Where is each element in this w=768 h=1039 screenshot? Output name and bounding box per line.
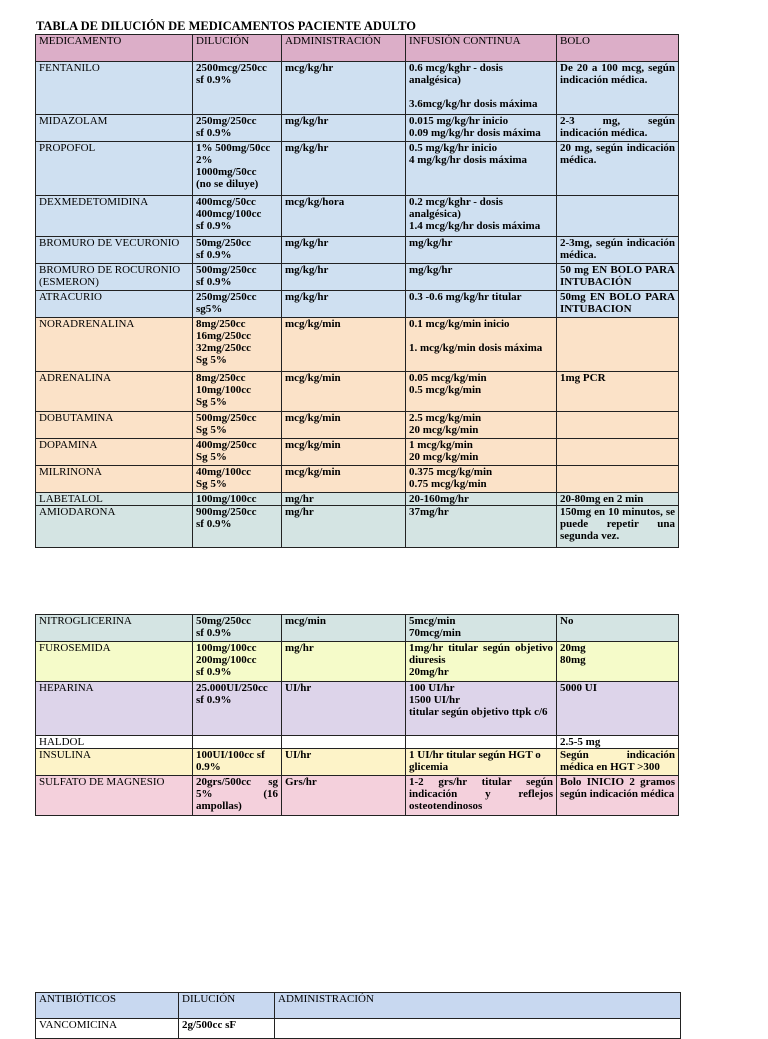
drug-name: BROMURO DE ROCURONIO (ESMERON) <box>36 264 193 291</box>
infusion-cell: 2.5 mcg/kg/min 20 mcg/kg/min <box>406 412 557 439</box>
dilution-cell: 8mg/250cc 10mg/100cc Sg 5% <box>193 372 282 412</box>
infusion-cell: 20-160mg/hr <box>406 493 557 506</box>
infusion-cell: 0.375 mcg/kg/min 0.75 mcg/kg/min <box>406 466 557 493</box>
dilution-cell: 900mg/250cc sf 0.9% <box>193 506 282 548</box>
table-row <box>36 115 679 142</box>
dilution-cell: 100mg/100cc 200mg/100cc sf 0.9% <box>193 642 282 682</box>
drug-name: LABETALOL <box>36 493 193 506</box>
dilution-table-secondary <box>35 614 679 816</box>
antibiotics-header-row <box>36 993 681 1019</box>
table-row <box>36 291 679 318</box>
bolus-cell <box>557 466 679 493</box>
table-row <box>36 318 679 372</box>
infusion-cell: 0.2 mcg/kghr - dosis analgésica) 1.4 mcg/kg/hr dosis máxima <box>406 196 557 237</box>
table-row <box>36 142 679 196</box>
infusion-cell: 1-2 grs/hr titular según indicación y reflejos osteotendinosos <box>406 776 557 816</box>
infusion-cell: 1mg/hr titular según objetivo diuresis 20mg/hr <box>406 642 557 682</box>
administration-cell: mg/kg/hr <box>282 115 406 142</box>
bolus-cell <box>557 439 679 466</box>
infusion-cell: 0.1 mcg/kg/min inicio 1. mcg/kg/min dosis máxima <box>406 318 557 372</box>
administration-cell: mcg/min <box>282 615 406 642</box>
infusion-cell: 0.3 -0.6 mg/kg/hr titular <box>406 291 557 318</box>
drug-name: HEPARINA <box>36 682 193 736</box>
table-row <box>36 439 679 466</box>
infusion-cell: 0.6 mcg/kghr - dosis analgésica) 3.6mcg/kg/hr dosis máxima <box>406 62 557 115</box>
drug-name: PROPOFOL <box>36 142 193 196</box>
bolus-cell <box>557 196 679 237</box>
infusion-cell: 0.05 mcg/kg/min 0.5 mcg/kg/min <box>406 372 557 412</box>
bolus-cell: De 20 a 100 mcg, según indicación médica. <box>557 62 679 115</box>
header-bolo: BOLO <box>557 35 679 62</box>
dilution-cell: 8mg/250cc 16mg/250cc 32mg/250cc Sg 5% <box>193 318 282 372</box>
bolus-cell: 5000 UI <box>557 682 679 736</box>
table-row <box>36 736 679 749</box>
header-infusion-continua: INFUSIÓN CONTINUA <box>406 35 557 62</box>
drug-name: BROMURO DE VECURONIO <box>36 237 193 264</box>
document-title: TABLA DE DILUCIÓN DE MEDICAMENTOS PACIENTE ADULTO <box>36 19 416 33</box>
administration-cell: mg/kg/hr <box>282 264 406 291</box>
header-administracion: ADMINISTRACIÓN <box>275 993 681 1019</box>
bolus-cell: 20mg 80mg <box>557 642 679 682</box>
administration-cell: mg/hr <box>282 506 406 548</box>
dilution-cell: 50mg/250cc sf 0.9% <box>193 615 282 642</box>
administration-cell: mg/kg/hr <box>282 237 406 264</box>
bolus-cell: Bolo INICIO 2 gramos según indicación médica <box>557 776 679 816</box>
administration-cell <box>282 736 406 749</box>
table-row <box>36 264 679 291</box>
administration-cell: mcg/kg/hr <box>282 62 406 115</box>
dilution-cell: 250mg/250cc sg5% <box>193 291 282 318</box>
drug-name: FUROSEMIDA <box>36 642 193 682</box>
infusion-cell <box>406 736 557 749</box>
bolus-cell: 150mg en 10 minutos, se puede repetir una segunda vez. <box>557 506 679 548</box>
drug-name: MILRINONA <box>36 466 193 493</box>
drug-name: INSULINA <box>36 749 193 776</box>
dilution-cell: 250mg/250cc sf 0.9% <box>193 115 282 142</box>
bolus-cell: 20 mg, según indicación médica. <box>557 142 679 196</box>
drug-name: NORADRENALINA <box>36 318 193 372</box>
table-row <box>36 1019 681 1039</box>
bolus-cell: 1mg PCR <box>557 372 679 412</box>
bolus-cell: 50 mg EN BOLO PARA INTUBACIÓN <box>557 264 679 291</box>
bolus-cell: 2-3 mg, según indicación médica. <box>557 115 679 142</box>
dilution-cell: 2g/500cc sF <box>179 1019 275 1039</box>
administration-cell: mcg/kg/min <box>282 318 406 372</box>
drug-name: NITROGLICERINA <box>36 615 193 642</box>
dilution-cell <box>193 736 282 749</box>
dilution-cell: 100mg/100cc <box>193 493 282 506</box>
drug-name: HALDOL <box>36 736 193 749</box>
administration-cell: mcg/kg/hora <box>282 196 406 237</box>
header-antibioticos: ANTIBIÓTICOS <box>36 993 179 1019</box>
administration-cell: mcg/kg/min <box>282 372 406 412</box>
dilution-cell: 400mcg/50cc 400mcg/100cc sf 0.9% <box>193 196 282 237</box>
administration-cell: mg/hr <box>282 493 406 506</box>
infusion-cell: 100 UI/hr 1500 UI/hr titular según objetivo ttpk c/6 <box>406 682 557 736</box>
antibiotics-table <box>35 992 681 1039</box>
table-row <box>36 749 679 776</box>
infusion-cell: 0.5 mg/kg/hr inicio 4 mg/kg/hr dosis máxima <box>406 142 557 196</box>
table-row <box>36 196 679 237</box>
administration-cell: UI/hr <box>282 749 406 776</box>
infusion-cell: 1 UI/hr titular según HGT o glicemia <box>406 749 557 776</box>
infusion-cell: 0.015 mg/kg/hr inicio 0.09 mg/kg/hr dosis máxima <box>406 115 557 142</box>
dilution-cell: 40mg/100cc Sg 5% <box>193 466 282 493</box>
drug-name: MIDAZOLAM <box>36 115 193 142</box>
table-row <box>36 466 679 493</box>
table-row <box>36 642 679 682</box>
drug-name: ATRACURIO <box>36 291 193 318</box>
infusion-cell: mg/kg/hr <box>406 264 557 291</box>
administration-cell: mcg/kg/min <box>282 466 406 493</box>
bolus-cell <box>557 412 679 439</box>
infusion-cell: 5mcg/min 70mcg/min <box>406 615 557 642</box>
infusion-cell: 37mg/hr <box>406 506 557 548</box>
infusion-cell: mg/kg/hr <box>406 237 557 264</box>
drug-name: DOPAMINA <box>36 439 193 466</box>
drug-name: SULFATO DE MAGNESIO <box>36 776 193 816</box>
bolus-cell: Según indicación médica en HGT >300 <box>557 749 679 776</box>
dilution-cell: 1% 500mg/50cc 2% 1000mg/50cc (no se diluye) <box>193 142 282 196</box>
administration-cell: mcg/kg/min <box>282 412 406 439</box>
bolus-cell: 20-80mg en 2 min <box>557 493 679 506</box>
drug-name: DOBUTAMINA <box>36 412 193 439</box>
table-row <box>36 372 679 412</box>
dilution-cell: 20grs/500cc sg 5% (16 ampollas) <box>193 776 282 816</box>
bolus-cell: 2.5-5 mg <box>557 736 679 749</box>
table-row <box>36 682 679 736</box>
administration-cell: mcg/kg/min <box>282 439 406 466</box>
bolus-cell: 2-3mg, según indicación médica. <box>557 237 679 264</box>
drug-name: VANCOMICINA <box>36 1019 179 1039</box>
table-row <box>36 615 679 642</box>
dilution-cell: 25.000UI/250cc sf 0.9% <box>193 682 282 736</box>
table-row <box>36 412 679 439</box>
drug-name: DEXMEDETOMIDINA <box>36 196 193 237</box>
dilution-table-main <box>35 34 679 548</box>
administration-cell: Grs/hr <box>282 776 406 816</box>
drug-name: AMIODARONA <box>36 506 193 548</box>
dilution-cell: 2500mcg/250cc sf 0.9% <box>193 62 282 115</box>
bolus-cell: 50mg EN BOLO PARA INTUBACION <box>557 291 679 318</box>
administration-cell: mg/kg/hr <box>282 142 406 196</box>
infusion-cell: 1 mcg/kg/min 20 mcg/kg/min <box>406 439 557 466</box>
table-row <box>36 237 679 264</box>
table-row <box>36 506 679 548</box>
administration-cell <box>275 1019 681 1039</box>
dilution-cell: 50mg/250cc sf 0.9% <box>193 237 282 264</box>
drug-name: ADRENALINA <box>36 372 193 412</box>
header-administracion: ADMINISTRACIÓN <box>282 35 406 62</box>
header-medicamento: MEDICAMENTO <box>36 35 193 62</box>
dilution-cell: 500mg/250cc Sg 5% <box>193 412 282 439</box>
administration-cell: mg/kg/hr <box>282 291 406 318</box>
dilution-cell: 100UI/100cc sf 0.9% <box>193 749 282 776</box>
dilution-cell: 400mg/250cc Sg 5% <box>193 439 282 466</box>
drug-name: FENTANILO <box>36 62 193 115</box>
dilution-cell: 500mg/250cc sf 0.9% <box>193 264 282 291</box>
bolus-cell: No <box>557 615 679 642</box>
administration-cell: UI/hr <box>282 682 406 736</box>
bolus-cell <box>557 318 679 372</box>
table-row <box>36 62 679 115</box>
header-dilucion: DILUCIÓN <box>193 35 282 62</box>
table-header-row <box>36 35 679 62</box>
table-row <box>36 776 679 816</box>
table-row <box>36 493 679 506</box>
administration-cell: mg/hr <box>282 642 406 682</box>
header-dilucion: DILUCIÓN <box>179 993 275 1019</box>
